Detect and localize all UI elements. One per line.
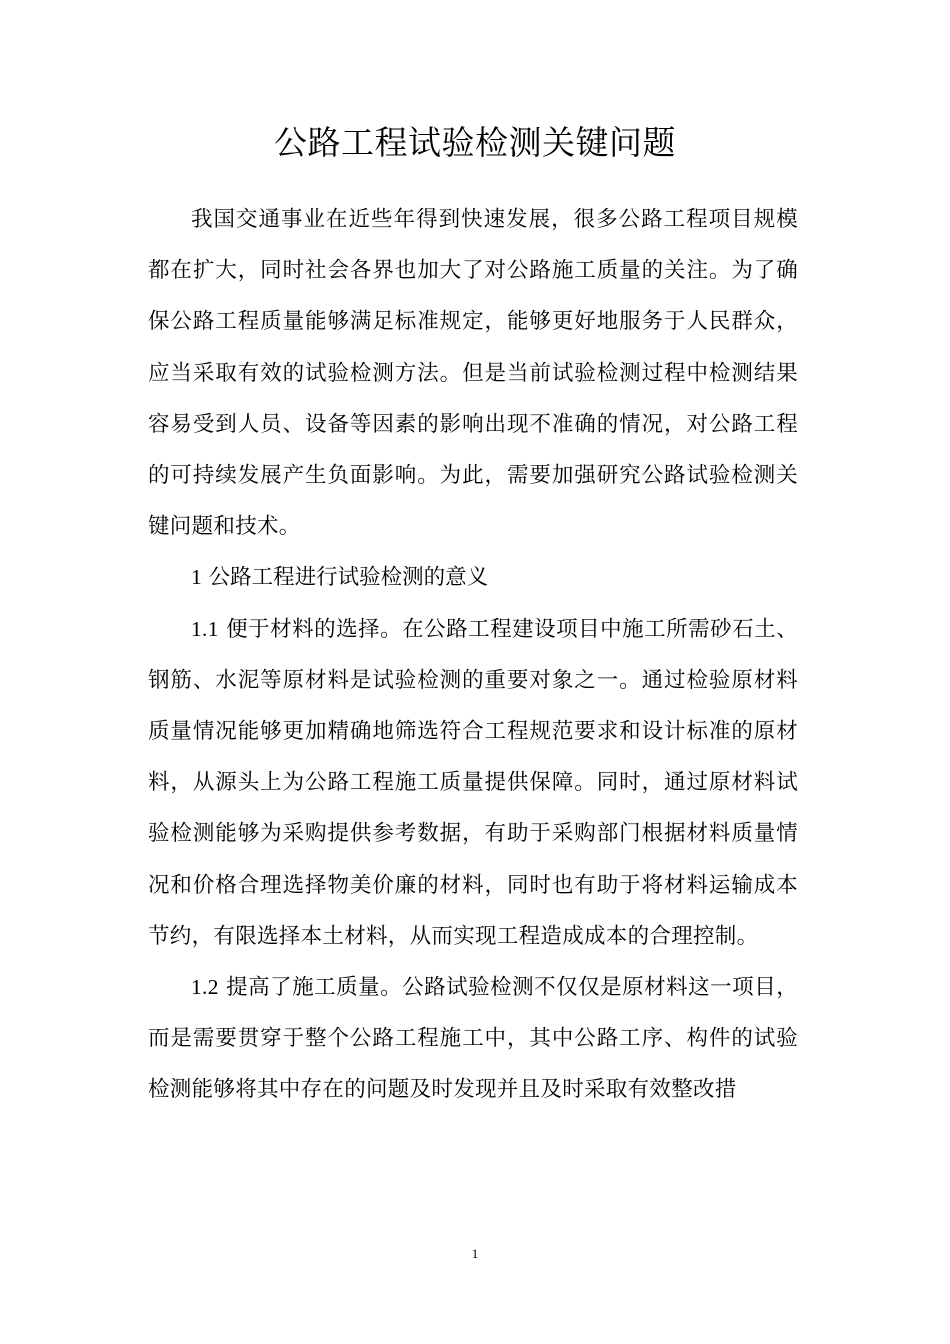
section-heading-1 [148,552,798,603]
section-title: 公路工程进行试验检测的意义 [208,565,489,591]
document-body [148,194,798,1116]
paragraph-text: 提高了施工质量。公路试验检测不仅仅是原材料这一项目，而是需要贯穿于整个公路工程施工中，其中公路工序、构件的试验检测能够将其中存在的问题及时发现并且及时采取有效整改措 [148,975,798,1103]
section-number: 1 [191,565,202,590]
document-title: 公路工程试验检测关键问题 [274,123,676,162]
intro-paragraph: 我国交通事业在近些年得到快速发展，很多公路工程项目规模都在扩大，同时社会各界也加大了对公路施工质量的关注。为了确保公路工程质量能够满足标准规定，能够更好地服务于人民群众，应当采取有效的试验检测方法。但是当前试验检测过程中检测结果容易受到人员、设备等因素的影响出现不准确的情况，对公路工程的可持续发展产生负面影响。为此，需要加强研究公路试验检测关键问题和技术。 [148,207,798,540]
page-number: 1 [471,1246,479,1261]
section-number: 1.2 [191,975,219,1000]
section-number: 1.1 [191,616,219,641]
paragraph-text: 便于材料的选择。在公路工程建设项目中施工所需砂石土、钢筋、水泥等原材料是试验检测的重要对象之一。通过检验原材料质量情况能够更加精确地筛选符合工程规范要求和设计标准的原材料，从源头上为公路工程施工质量提供保障。同时，通过原材料试验检测能够为采购提供参考数据，有助于采购部门根据材料质量情况和价格合理选择物美价廉的材料，同时也有助于将材料运输成本节约，有限选择本土材料，从而实现工程造成成本的合理控制。 [148,616,798,949]
section-1-1-paragraph [148,604,798,962]
section-1-2-paragraph [148,962,798,1116]
